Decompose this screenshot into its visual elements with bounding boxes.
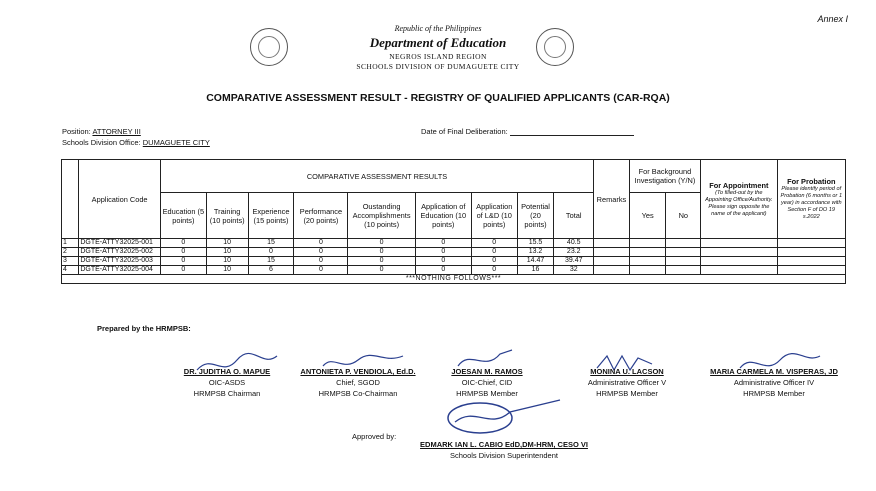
approved-by-label: Approved by: [352,432,397,441]
cell-probation [777,239,845,248]
cell-remarks [594,239,630,248]
office-value: DUMAGUETE CITY [142,138,210,147]
signatory-1-title: HRMPSB Chairman [193,389,261,398]
position-value: ATTORNEY III [92,127,141,136]
cell-num: 2 [62,248,79,257]
cell-acc: 0 [348,239,415,248]
document-title: COMPARATIVE ASSESSMENT RESULT - REGISTRY OF QUALIFIED APPLICANTS (CAR-RQA) [206,92,670,104]
cell-exp: 0 [248,248,294,257]
cell-trn: 10 [206,239,248,248]
cell-no [666,248,701,257]
cell-no [666,266,701,275]
application-code-header: Application Code [79,160,161,239]
remarks-header: Remarks [594,160,630,239]
education-header: Education (5 points) [160,193,206,239]
region-name: NEGROS ISLAND REGION [389,52,487,61]
cell-perf: 0 [294,239,348,248]
cell-num: 3 [62,257,79,266]
training-header: Training (10 points) [206,193,248,239]
signatory-5-title: HRMPSB Member [743,389,805,398]
office-line [62,138,210,147]
app-education-header: Application of Education (10 points) [415,193,471,239]
total-header: Total [554,193,594,239]
app-ld-header: Application of L&D (10 points) [471,193,517,239]
no-header: No [666,193,701,239]
table-row [62,248,846,257]
cell-edu: 0 [160,266,206,275]
cell-edu: 0 [160,239,206,248]
cell-trn: 10 [206,248,248,257]
probation-label: For Probation [787,177,836,186]
signatory-5 [704,366,844,399]
cell-apld: 0 [471,248,517,257]
cell-total: 40.5 [554,239,594,248]
cell-acc: 0 [348,248,415,257]
background-header: For Background Investigation (Y/N) [629,160,700,193]
cell-appointment [701,257,777,266]
cell-acc: 0 [348,266,415,275]
yes-header: Yes [629,193,666,239]
cell-code: DGTE-ATTY32025-001 [79,239,161,248]
approver [412,439,596,461]
cell-no [666,239,701,248]
signatory-4 [572,366,682,399]
table-row [62,266,846,275]
position-line [62,127,141,136]
cell-appointment [701,239,777,248]
signatory-5-role: Administrative Officer IV [733,378,815,387]
table-row [62,257,846,266]
cell-perf: 0 [294,257,348,266]
cell-apedu: 0 [415,239,471,248]
cell-apedu: 0 [415,266,471,275]
probation-header [777,160,845,239]
cell-appointment [701,248,777,257]
cell-code: DGTE-ATTY32025-004 [79,266,161,275]
office-label: Schools Division Office: [62,138,141,147]
cell-apedu: 0 [415,257,471,266]
cell-apld: 0 [471,239,517,248]
republic-text: Republic of the Philippines [394,24,482,33]
cell-apedu: 0 [415,248,471,257]
signatory-4-name: MONINA U. LACSON [590,367,664,376]
cell-perf: 0 [294,266,348,275]
signatory-2-name: ANTONIETA P. VENDIOLA, Ed.D. [300,367,416,376]
cell-pot: 15.5 [517,239,554,248]
approver-name: EDMARK IAN L. CABIO EdD,DM-HRM, CESO VI [420,440,588,449]
signatory-4-role: Administrative Officer V [587,378,667,387]
cell-exp: 15 [248,239,294,248]
signatory-2-role: Chief, SGOD [336,378,380,387]
cell-remarks [594,257,630,266]
cell-remarks [594,248,630,257]
signatory-1 [168,366,286,399]
appointment-label: For Appointment [709,180,769,190]
cell-yes [629,266,666,275]
signatory-4-title: HRMPSB Member [596,389,658,398]
cell-code: DGTE-ATTY32025-002 [79,248,161,257]
cell-probation [777,257,845,266]
cell-edu: 0 [160,257,206,266]
signatory-5-name: MARIA CARMELA M. VISPERAS, JD [710,367,838,376]
appointment-note: (To filled-out by the Appointing Office/Authority. Please sign opposite the name of the applicant) [705,189,773,217]
annex-label: Annex I [817,14,848,24]
approver-signature-icon [435,396,565,440]
probation-note: Please identify period of Probation (6 months or 1 year) in accordance with Section F of DO 19 s.2022 [780,186,843,220]
prepared-by-label: Prepared by the HRMPSB: [97,324,191,333]
cell-code: DGTE-ATTY32025-003 [79,257,161,266]
signatory-3-name: JOESAN M. RAMOS [451,367,523,376]
cell-pot: 16 [517,266,554,275]
num-header [62,160,79,239]
experience-header: Experience (15 points) [248,193,294,239]
deliberation-blank [510,127,634,136]
cell-total: 39.47 [554,257,594,266]
signatory-3 [432,366,542,399]
car-rqa-table [61,159,846,284]
cell-edu: 0 [160,248,206,257]
cell-yes [629,257,666,266]
cell-probation [777,266,845,275]
signatory-3-role: OIC-Chief, CID [461,378,513,387]
cell-total: 32 [554,266,594,275]
potential-header: Potential (20 points) [517,193,554,239]
position-label: Position: [62,127,91,136]
department-name: Department of Education [369,35,507,50]
cell-trn: 10 [206,257,248,266]
cell-apld: 0 [471,266,517,275]
table-row [62,239,846,248]
cell-no [666,257,701,266]
cell-exp: 6 [248,266,294,275]
signatory-3-title: HRMPSB Member [456,389,518,398]
approver-title: Schools Division Superintendent [450,451,558,460]
cell-perf: 0 [294,248,348,257]
deliberation-line [421,127,634,136]
cell-exp: 15 [248,257,294,266]
appointment-header [701,160,777,239]
cell-probation [777,248,845,257]
cell-trn: 10 [206,266,248,275]
car-header: COMPARATIVE ASSESSMENT RESULTS [160,160,593,193]
cell-pot: 13.2 [517,248,554,257]
deliberation-label: Date of Final Deliberation: [421,127,508,136]
signatory-2 [296,366,420,399]
performance-header: Performance (20 points) [294,193,348,239]
cell-remarks [594,266,630,275]
cell-appointment [701,266,777,275]
cell-acc: 0 [348,257,415,266]
cell-num: 1 [62,239,79,248]
accomplishments-header: Oustanding Accomplishments (10 points) [348,193,415,239]
cell-pot: 14.47 [517,257,554,266]
nothing-follows: ***NOTHING FOLLOWS*** [62,275,846,284]
cell-yes [629,239,666,248]
signatory-1-name: DR. JUDITHA O. MAPUE [183,367,271,376]
signatory-2-title: HRMPSB Co-Chairman [318,389,398,398]
cell-num: 4 [62,266,79,275]
cell-total: 23.2 [554,248,594,257]
signatory-1-role: OIC-ASDS [208,378,246,387]
division-name: SCHOOLS DIVISION OF DUMAGUETE CITY [356,62,520,71]
cell-apld: 0 [471,257,517,266]
cell-yes [629,248,666,257]
